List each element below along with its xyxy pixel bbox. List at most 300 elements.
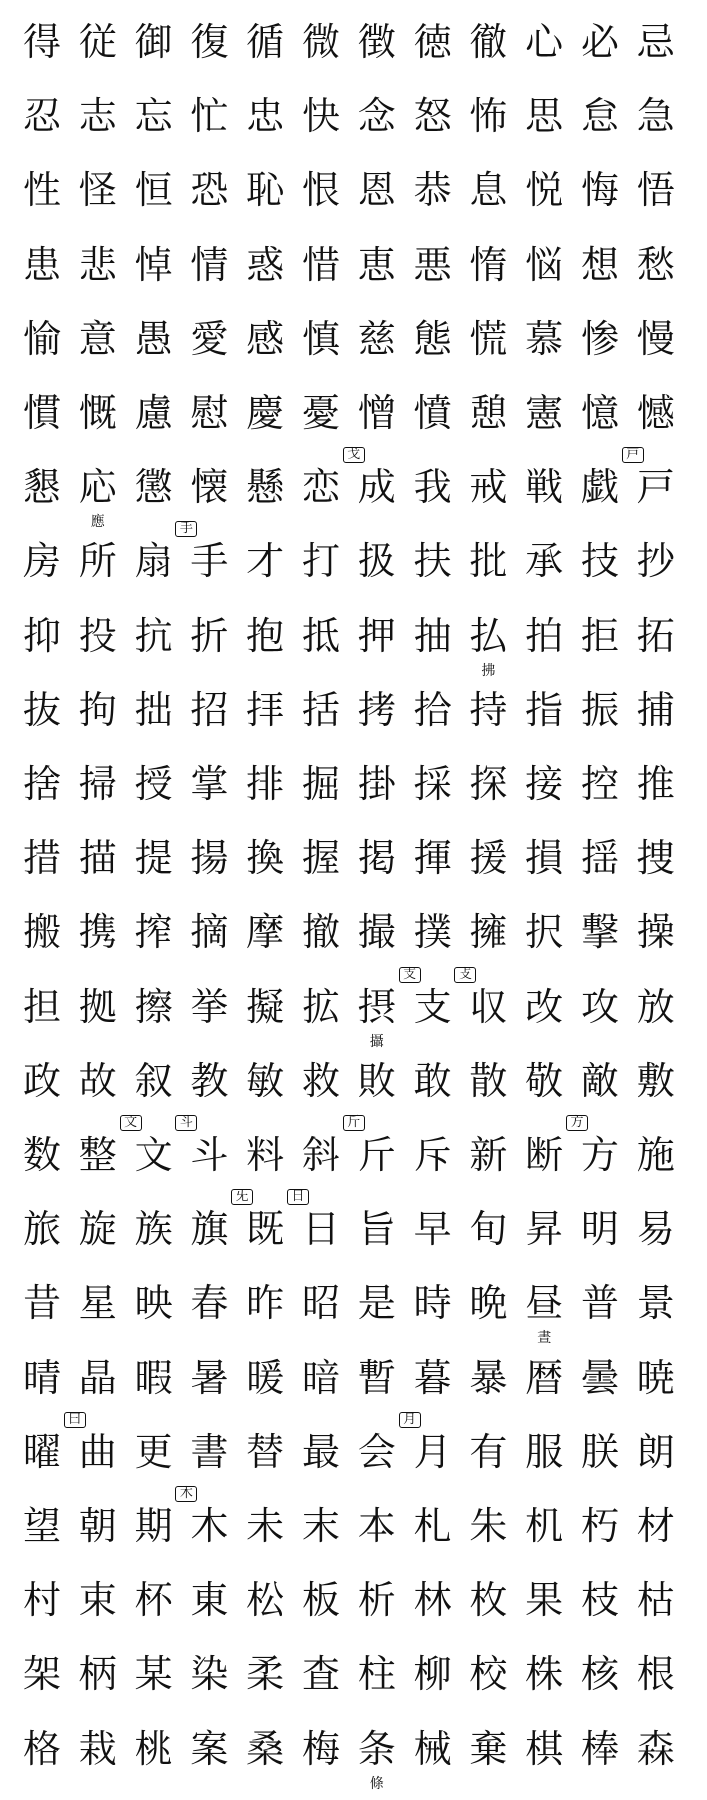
kanji-cell: 枯: [636, 1578, 675, 1623]
kanji-cell: 方 方: [572, 1125, 628, 1185]
kanji-cell: 最: [301, 1429, 340, 1474]
kanji-row: [14, 1719, 704, 1792]
kanji-cell: 接: [525, 762, 564, 806]
kanji-cell: 拡: [301, 984, 340, 1029]
kanji-cell: 慕: [525, 316, 564, 361]
kanji-cell: 拒: [580, 613, 619, 658]
kanji-cell: 暑: [190, 1355, 229, 1400]
kanji-cell: 戸 戸: [628, 457, 684, 517]
kanji-cell: 微: [301, 20, 340, 64]
kanji-cell: 撲: [413, 910, 452, 955]
kanji-row: [14, 1115, 704, 1185]
kanji-cell: 格: [22, 1726, 61, 1771]
kanji-cell: 悩: [525, 242, 564, 287]
kanji-cell: 枚: [469, 1578, 508, 1623]
radical-marker: 木: [175, 1486, 197, 1502]
kanji-cell: 感: [246, 316, 285, 361]
kanji-cell: 採: [413, 762, 452, 806]
kanji-cell: 息: [469, 168, 508, 213]
kanji-cell: 情: [190, 242, 229, 287]
kanji-cell: 昔: [22, 1281, 61, 1326]
kanji-cell: 散: [469, 1058, 508, 1103]
kanji-cell: 招: [190, 687, 229, 732]
kanji-cell: 梅: [301, 1726, 340, 1771]
radical-marker: 斗: [175, 1115, 197, 1131]
kanji-cell: 札: [413, 1504, 452, 1548]
kanji-cell: 扶: [413, 539, 452, 584]
kanji-cell: 怖: [469, 94, 508, 139]
kanji-cell: 断: [525, 1133, 564, 1177]
kanji-cell: 得: [22, 20, 61, 64]
kanji-cell: 恋: [301, 465, 340, 510]
kanji-cell: 援: [469, 836, 508, 881]
kanji-row: [14, 754, 704, 814]
kanji-cell: 曲 曰: [70, 1422, 126, 1482]
kanji-cell: 村: [22, 1578, 61, 1623]
traditional-form-note: 攝: [369, 1033, 384, 1050]
kanji-cell: 志: [78, 94, 117, 139]
kanji-cell: 授: [134, 762, 173, 806]
kanji-cell: 月 月: [405, 1422, 461, 1482]
kanji-cell: 政: [22, 1058, 61, 1103]
kanji-cell: 患: [22, 242, 61, 287]
kanji-row: [14, 1570, 704, 1630]
kanji-cell: 星: [78, 1281, 117, 1326]
kanji-row: [14, 1348, 704, 1408]
kanji-cell: 才: [246, 539, 285, 584]
traditional-form-note: 晝: [537, 1330, 552, 1347]
kanji-cell: 戯: [580, 465, 619, 510]
kanji-cell: 想: [580, 242, 619, 287]
kanji-cell: 敢: [413, 1058, 452, 1103]
kanji-cell: 棄: [469, 1726, 508, 1771]
kanji-cell: 惜: [301, 242, 340, 287]
kanji-cell: 搬: [22, 910, 61, 955]
kanji-cell: 景: [636, 1281, 675, 1326]
kanji-cell: 悪: [413, 242, 452, 287]
kanji-cell: 棒: [580, 1726, 619, 1771]
kanji-row: [14, 447, 704, 531]
kanji-cell: 旅: [22, 1207, 61, 1252]
kanji-row: [14, 680, 704, 740]
kanji-cell: 指: [525, 687, 564, 732]
kanji-cell: 抜: [22, 687, 61, 732]
kanji-cell: 扇: [134, 539, 173, 584]
kanji-cell: 急: [636, 94, 675, 139]
kanji-row: [14, 1644, 704, 1704]
kanji-row: [14, 966, 704, 1050]
kanji-cell: 朱: [469, 1504, 508, 1548]
kanji-cell: 束: [78, 1578, 117, 1623]
kanji-cell: 忘: [134, 94, 173, 139]
kanji-cell: 易: [636, 1207, 675, 1252]
kanji-cell: 握: [301, 836, 340, 881]
kanji-cell: 提: [134, 836, 173, 881]
kanji-cell: 慰: [190, 391, 229, 435]
kanji-cell: 徳: [413, 20, 452, 64]
kanji-cell: 措: [22, 836, 61, 881]
kanji-cell: 憎: [357, 391, 396, 435]
kanji-row: [14, 1051, 704, 1111]
kanji-cell: 手 手: [181, 531, 237, 591]
kanji-cell: 擁: [469, 910, 508, 955]
kanji-cell: 択: [525, 910, 564, 955]
kanji-cell: 条 條: [357, 1726, 396, 1792]
radical-marker: 攴: [454, 967, 476, 983]
kanji-cell: 擬: [246, 984, 285, 1029]
kanji-cell: 拾: [413, 687, 452, 732]
kanji-cell: 房: [22, 539, 61, 584]
kanji-cell: 施: [636, 1133, 675, 1177]
kanji-cell: 忍: [22, 94, 61, 139]
radical-marker: 戸: [622, 447, 644, 463]
kanji-cell: 換: [246, 836, 285, 881]
kanji-cell: 成 戈: [349, 457, 405, 517]
kanji-cell: 折: [190, 613, 229, 658]
kanji-cell: 昭: [301, 1281, 340, 1326]
kanji-cell: 教: [190, 1058, 229, 1103]
kanji-cell: 悔: [580, 168, 619, 213]
kanji-cell: 念: [357, 94, 396, 139]
kanji-cell: 性: [22, 168, 61, 213]
kanji-cell: 案: [190, 1726, 229, 1771]
kanji-cell: 晶: [78, 1355, 117, 1400]
kanji-row: [14, 828, 704, 888]
kanji-cell: 捕: [636, 687, 675, 732]
kanji-cell: 板: [301, 1578, 340, 1623]
radical-marker: 方: [566, 1115, 588, 1131]
kanji-cell: 愉: [22, 316, 61, 361]
kanji-cell: 抵: [301, 613, 340, 658]
kanji-cell: 憲: [525, 391, 564, 435]
kanji-cell: 憤: [413, 391, 452, 435]
radical-marker: 月: [399, 1412, 421, 1428]
kanji-cell: 慢: [636, 316, 675, 361]
kanji-cell: 査: [301, 1652, 340, 1697]
kanji-cell: 慎: [301, 316, 340, 361]
kanji-cell: 抱: [246, 613, 285, 658]
kanji-cell: 暴: [469, 1355, 508, 1400]
kanji-cell: 恩: [357, 168, 396, 213]
kanji-cell: 惑: [246, 242, 285, 287]
kanji-cell: 恐: [190, 168, 229, 213]
kanji-cell: 払 拂: [469, 613, 508, 679]
kanji-cell: 悲: [78, 242, 117, 287]
kanji-cell: 慌: [469, 316, 508, 361]
radical-marker: 斤: [343, 1115, 365, 1131]
kanji-row: [14, 1189, 704, 1259]
kanji-cell: 松: [246, 1578, 285, 1623]
kanji-cell: 木 木: [181, 1496, 237, 1556]
kanji-cell: 机: [525, 1504, 564, 1548]
kanji-cell: 悼: [134, 242, 173, 287]
kanji-cell: 末: [301, 1504, 340, 1548]
kanji-cell: 叙: [134, 1058, 173, 1103]
kanji-row: [14, 1486, 704, 1556]
kanji-cell: 悦: [525, 168, 564, 213]
kanji-cell: 抽: [413, 613, 452, 658]
kanji-cell: 杯: [134, 1578, 173, 1623]
kanji-cell: 敏: [246, 1058, 285, 1103]
kanji-cell: 根: [636, 1652, 675, 1697]
kanji-cell: 暁: [636, 1355, 675, 1400]
kanji-cell: 押: [357, 613, 396, 658]
kanji-cell: 未: [246, 1504, 285, 1548]
kanji-cell: 戦: [525, 465, 564, 510]
kanji-cell: 操: [636, 910, 675, 955]
kanji-row: [14, 309, 704, 369]
kanji-cell: 慶: [246, 391, 285, 435]
kanji-cell: 桃: [134, 1726, 173, 1771]
kanji-cell: 攻: [580, 984, 619, 1029]
kanji-cell: 救: [301, 1058, 340, 1103]
kanji-cell: 東: [190, 1578, 229, 1623]
kanji-row: [14, 1273, 704, 1347]
kanji-cell: 某: [134, 1652, 173, 1697]
kanji-cell: 料: [246, 1133, 285, 1177]
kanji-cell: 担: [22, 984, 61, 1029]
kanji-row: [14, 1411, 704, 1482]
kanji-cell: 控: [580, 762, 619, 806]
traditional-form-note: 條: [369, 1775, 384, 1792]
kanji-row: [14, 383, 704, 443]
kanji-cell: 替: [246, 1429, 285, 1474]
kanji-cell: 徹: [469, 20, 508, 64]
kanji-cell: 拍: [525, 613, 564, 658]
kanji-cell: 懸: [246, 465, 285, 510]
kanji-cell: 朝: [78, 1504, 117, 1548]
kanji-cell: 放: [636, 984, 675, 1029]
traditional-form-note: 應: [90, 514, 105, 531]
kanji-cell: 撃: [580, 910, 619, 955]
kanji-cell: 析: [357, 1578, 396, 1623]
kanji-cell: 愚: [134, 316, 173, 361]
kanji-cell: 必: [580, 20, 619, 64]
kanji-cell: 愛: [190, 316, 229, 361]
kanji-cell: 晴: [22, 1355, 61, 1400]
kanji-cell: 械: [413, 1726, 452, 1771]
kanji-cell: 更: [134, 1429, 173, 1474]
radical-marker: 支: [399, 967, 421, 983]
kanji-cell: 敷: [636, 1058, 675, 1103]
kanji-cell: 忠: [246, 94, 285, 139]
kanji-cell: 慣: [22, 391, 61, 435]
kanji-cell: 忌: [636, 20, 675, 64]
kanji-cell: 株: [525, 1652, 564, 1697]
kanji-cell: 期: [134, 1504, 173, 1548]
kanji-cell: 旗: [190, 1207, 229, 1252]
kanji-cell: 曇: [580, 1355, 619, 1400]
kanji-cell: 携: [78, 910, 117, 955]
kanji-cell: 忙: [190, 94, 229, 139]
kanji-cell: 拓: [636, 613, 675, 658]
kanji-cell: 批: [469, 539, 508, 584]
kanji-cell: 果: [525, 1578, 564, 1623]
radical-marker: 曰: [64, 1412, 86, 1428]
kanji-cell: 本: [357, 1504, 396, 1548]
kanji-cell: 技: [580, 539, 619, 584]
kanji-cell: 春: [190, 1281, 229, 1326]
kanji-cell: 架: [22, 1652, 61, 1697]
kanji-cell: 循: [246, 20, 285, 64]
kanji-cell: 恭: [413, 168, 452, 213]
radical-marker: 戈: [343, 447, 365, 463]
kanji-cell: 拝: [246, 687, 285, 732]
kanji-cell: 持: [469, 687, 508, 732]
kanji-cell: 数: [22, 1133, 61, 1177]
kanji-cell: 族: [134, 1207, 173, 1252]
kanji-cell: 徴: [357, 20, 396, 64]
radical-marker: 文: [120, 1115, 142, 1131]
kanji-cell: 林: [413, 1578, 452, 1623]
kanji-cell: 新: [469, 1133, 508, 1177]
kanji-cell: 振: [580, 687, 619, 732]
kanji-cell: 掌: [190, 762, 229, 806]
kanji-cell: 敬: [525, 1058, 564, 1103]
kanji-cell: 暫: [357, 1355, 396, 1400]
kanji-cell: 書: [190, 1429, 229, 1474]
kanji-cell: 摘: [190, 910, 229, 955]
kanji-cell: 排: [246, 762, 285, 806]
kanji-cell: 棋: [525, 1726, 564, 1771]
kanji-cell: 暦: [525, 1355, 564, 1400]
kanji-cell: 材: [636, 1504, 675, 1548]
kanji-row: [14, 521, 704, 591]
kanji-cell: 摩: [246, 910, 285, 955]
kanji-cell: 柳: [413, 1652, 452, 1697]
kanji-cell: 従: [78, 20, 117, 64]
kanji-cell: 揚: [190, 836, 229, 881]
kanji-cell: 敵: [580, 1058, 619, 1103]
kanji-cell: 懲: [134, 465, 173, 510]
kanji-cell: 望: [22, 1504, 61, 1548]
kanji-cell: 掃: [78, 762, 117, 806]
kanji-cell: 懐: [190, 465, 229, 510]
kanji-cell: 推: [636, 762, 675, 806]
kanji-cell: 旨: [357, 1207, 396, 1252]
kanji-cell: 扱: [357, 539, 396, 584]
kanji-cell: 有: [469, 1429, 508, 1474]
kanji-cell: 拘: [78, 687, 117, 732]
kanji-cell: 捜: [636, 836, 675, 881]
kanji-row: [14, 902, 704, 962]
kanji-cell: 敗: [357, 1058, 396, 1103]
kanji-cell: 斜: [301, 1133, 340, 1177]
kanji-cell: 慨: [78, 391, 117, 435]
kanji-cell: 抄: [636, 539, 675, 584]
kanji-cell: 故: [78, 1058, 117, 1103]
kanji-cell: 憶: [580, 391, 619, 435]
kanji-cell: 心: [525, 20, 564, 64]
kanji-row: [14, 606, 704, 679]
kanji-cell: 憾: [636, 391, 675, 435]
kanji-cell: 搾: [134, 910, 173, 955]
kanji-cell: 桑: [246, 1726, 285, 1771]
kanji-cell: 曜: [22, 1429, 61, 1474]
kanji-cell: 抑: [22, 613, 61, 658]
kanji-cell: 旬: [469, 1207, 508, 1252]
kanji-cell: 御: [134, 20, 173, 64]
kanji-cell: 悟: [636, 168, 675, 213]
kanji-cell: 態: [413, 316, 452, 361]
kanji-cell: 怠: [580, 94, 619, 139]
kanji-cell: 憂: [301, 391, 340, 435]
kanji-cell: 応 應: [78, 465, 117, 531]
kanji-cell: 斤 斤: [349, 1125, 405, 1185]
kanji-cell: 栽: [78, 1726, 117, 1771]
kanji-row: [14, 160, 704, 220]
kanji-cell: 怒: [413, 94, 452, 139]
kanji-cell: 思: [525, 94, 564, 139]
radical-marker: 手: [175, 521, 197, 537]
kanji-cell: 我: [413, 465, 452, 510]
kanji-cell: 怪: [78, 168, 117, 213]
kanji-cell: 柔: [246, 1652, 285, 1697]
kanji-cell: 撤: [301, 910, 340, 955]
kanji-cell: 枝: [580, 1578, 619, 1623]
kanji-cell: 整: [78, 1133, 117, 1177]
kanji-cell: 戒: [469, 465, 508, 510]
kanji-cell: 損: [525, 836, 564, 881]
kanji-cell: 斥: [413, 1133, 452, 1177]
kanji-cell: 挙: [190, 984, 229, 1029]
kanji-cell: 意: [78, 316, 117, 361]
kanji-cell: 揮: [413, 836, 452, 881]
kanji-cell: 核: [580, 1652, 619, 1697]
kanji-cell: 懇: [22, 465, 61, 510]
kanji-cell: 抗: [134, 613, 173, 658]
kanji-cell: 揺: [580, 836, 619, 881]
kanji-cell: 森: [636, 1726, 675, 1771]
kanji-cell: 恒: [134, 168, 173, 213]
kanji-cell: 既 旡: [237, 1199, 293, 1259]
kanji-cell: 映: [134, 1281, 173, 1326]
kanji-row: [14, 86, 704, 146]
kanji-cell: 憩: [469, 391, 508, 435]
kanji-cell: 文 文: [126, 1125, 182, 1185]
kanji-cell: 柱: [357, 1652, 396, 1697]
kanji-cell: 撮: [357, 910, 396, 955]
kanji-cell: 普: [580, 1281, 619, 1326]
kanji-cell: 打: [301, 539, 340, 584]
kanji-cell: 柄: [78, 1652, 117, 1697]
kanji-cell: 擦: [134, 984, 173, 1029]
kanji-cell: 所: [78, 539, 117, 584]
kanji-cell: 復: [190, 20, 229, 64]
radical-marker: 旡: [231, 1189, 253, 1205]
kanji-cell: 晩: [469, 1281, 508, 1326]
kanji-cell: 摂 攝: [357, 984, 396, 1050]
kanji-cell: 恨: [301, 168, 340, 213]
kanji-cell: 承: [525, 539, 564, 584]
kanji-cell: 掲: [357, 836, 396, 881]
kanji-cell: 支 支: [405, 977, 461, 1037]
kanji-cell: 早: [413, 1207, 452, 1252]
kanji-cell: 探: [469, 762, 508, 806]
kanji-cell: 斗 斗: [181, 1125, 237, 1185]
kanji-row: [14, 235, 704, 295]
kanji-cell: 暮: [413, 1355, 452, 1400]
kanji-cell: 愁: [636, 242, 675, 287]
traditional-form-note: 拂: [481, 662, 496, 679]
kanji-cell: 描: [78, 836, 117, 881]
kanji-cell: 是: [357, 1281, 396, 1326]
kanji-cell: 暇: [134, 1355, 173, 1400]
kanji-cell: 括: [301, 687, 340, 732]
kanji-cell: 朽: [580, 1504, 619, 1548]
kanji-cell: 投: [78, 613, 117, 658]
kanji-cell: 拠: [78, 984, 117, 1029]
